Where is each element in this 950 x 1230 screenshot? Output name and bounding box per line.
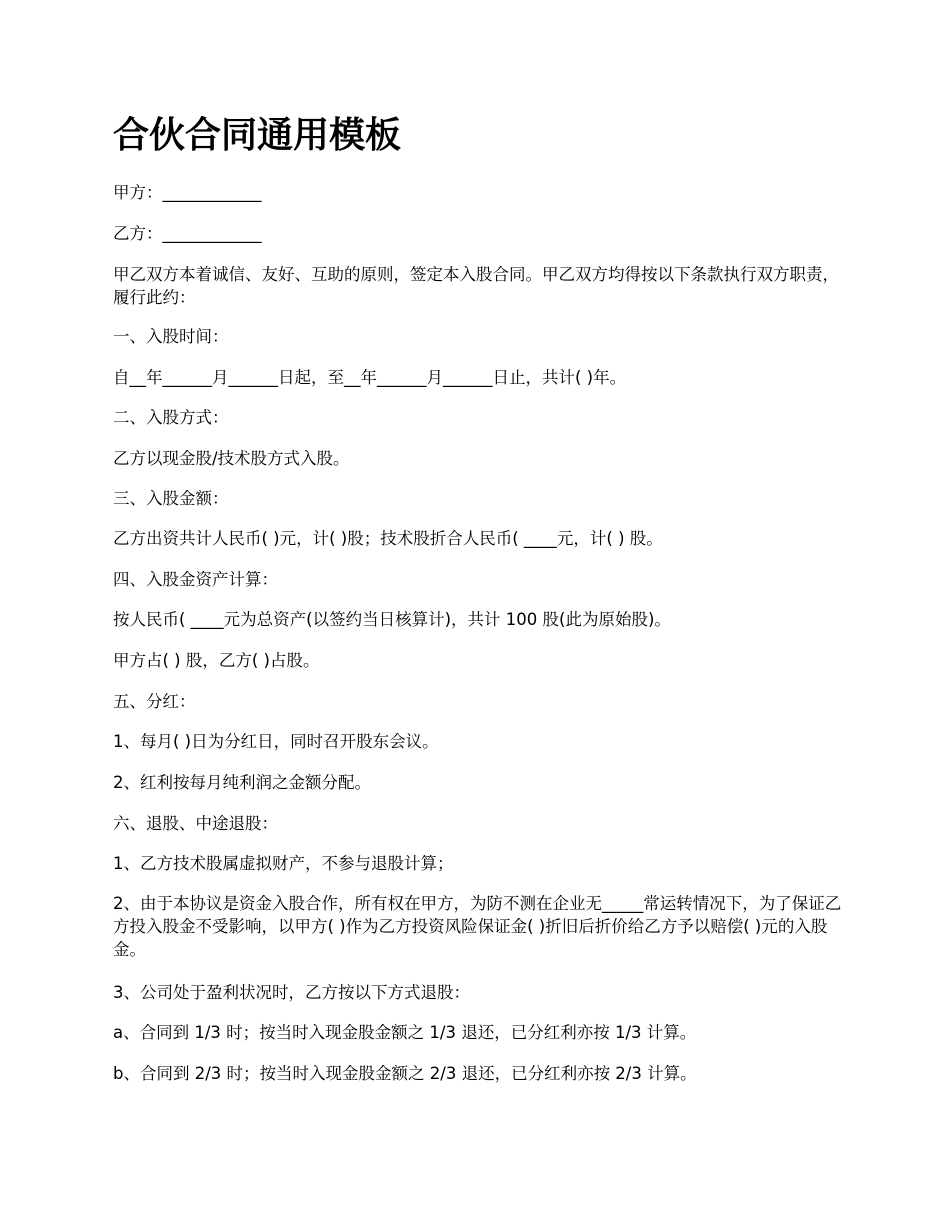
section-4-content: 按人民币( ____元为总资产(以签约当日核算计)，共计 100 股(此为原始股)。 [113, 610, 671, 629]
party-a-line: 甲方：____________ [113, 183, 262, 202]
section-4-share-split: 甲方占( ) 股，乙方( )占股。 [113, 651, 320, 670]
section-6-item-2: 2、由于本协议是资金入股合作，所有权在甲方，为防不测在企业无_____常运转情况下，为了保证乙方投入股金不受影响，以甲方( )作为乙方投资风险保证金( )折旧后折价给乙方予以赔偿( )元的入股金。 [113, 894, 842, 959]
section-1-heading: 一、入股时间： [113, 327, 229, 346]
section-1-content: 自__年______月______日起，至__年______月______日止，共计( )年。 [113, 368, 627, 387]
section-6-item-3b: b、合同到 2/3 时；按当时入现金股金额之 2/3 退还，已分红利亦按 2/3 计算。 [113, 1064, 697, 1083]
section-5-item-1: 1、每月( )日为分红日，同时召开股东会议。 [113, 732, 439, 751]
section-3-content: 乙方出资共计人民币( )元，计( )股；技术股折合人民币( ____元，计( ) 股。 [113, 529, 663, 548]
section-2-heading: 二、入股方式： [113, 408, 229, 427]
section-6-item-3: 3、公司处于盈利状况时，乙方按以下方式退股： [113, 983, 470, 1002]
section-6-item-1: 1、乙方技术股属虚拟财产，不参与退股计算； [113, 854, 454, 873]
section-3-heading: 三、入股金额： [113, 489, 229, 508]
document-title: 合伙合同通用模板 [113, 115, 402, 156]
section-2-content: 乙方以现金股/技术股方式入股。 [113, 449, 350, 468]
section-6-item-3a: a、合同到 1/3 时；按当时入现金股金额之 1/3 退还，已分红利亦按 1/3 计算。 [113, 1023, 697, 1042]
section-5-item-2: 2、红利按每月纯利润之金额分配。 [113, 773, 371, 792]
section-5-heading: 五、分红： [113, 692, 196, 711]
section-4-heading: 四、入股金资产计算： [113, 570, 278, 589]
section-6-heading: 六、退股、中途退股： [113, 814, 278, 833]
party-b-line: 乙方：____________ [113, 224, 262, 243]
preamble-paragraph: 甲乙双方本着诚信、友好、互助的原则，签定本入股合同。甲乙双方均得按以下条款执行双方职责，履行此约： [113, 265, 839, 307]
